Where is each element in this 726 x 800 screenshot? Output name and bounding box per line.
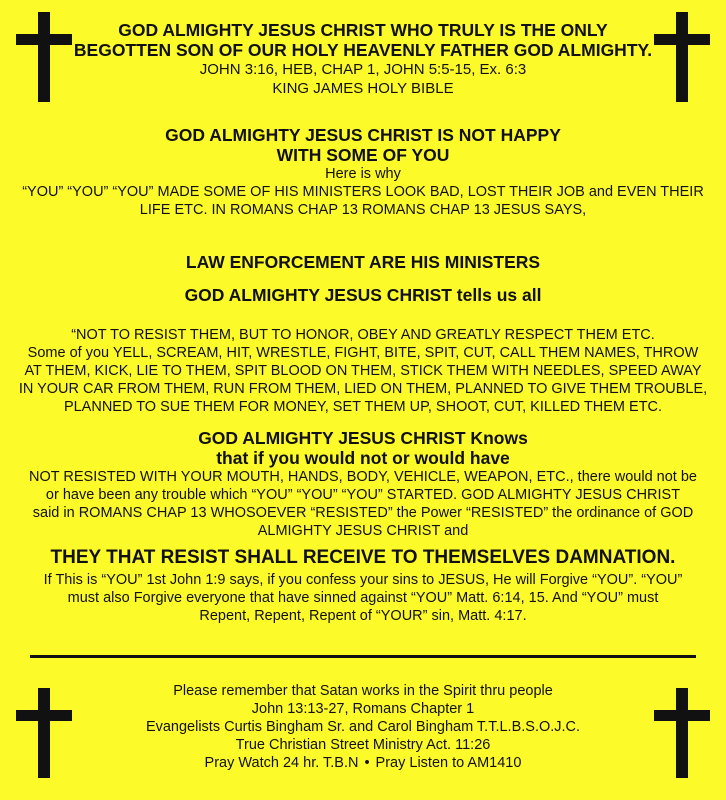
forgive-line: If This is “YOU” 1st John 1:9 says, if you confess your sins to JESUS, He will Forgive “YOU”. “YOU” <box>43 572 683 588</box>
resist-list-block <box>0 326 726 416</box>
header-bible: KING JAMES HOLY BIBLE <box>272 80 454 97</box>
header-block <box>0 20 726 98</box>
knows-heading-line2: that if you would not or would have <box>216 448 510 468</box>
footer-line2: John 13:13-27, Romans Chapter 1 <box>251 701 475 717</box>
forgive-line: Repent, Repent, Repent of “YOUR” sin, Matt. 4:17. <box>199 608 527 624</box>
footer-line1: Please remember that Satan works in the Spirit thru people <box>173 683 553 699</box>
ministers-heading: LAW ENFORCEMENT ARE HIS MINISTERS <box>185 252 541 272</box>
divider <box>30 655 696 658</box>
pray-watch: Pray Watch 24 hr. T.B.N <box>204 755 359 771</box>
resist-line: “NOT TO RESIST THEM, BUT TO HONOR, OBEY AND GREATLY RESPECT THEM ETC. <box>71 327 655 343</box>
tells-us-heading: GOD ALMIGHTY JESUS CHRIST tells us all <box>184 285 542 305</box>
header-refs: JOHN 3:16, HEB, CHAP 1, JOHN 5:5-15, Ex. 6:3 <box>199 61 527 78</box>
resist-line: IN YOUR CAR FROM THEM, RUN FROM THEM, LIED ON THEM, PLANNED TO GIVE THEM TROUBLE, <box>18 381 708 397</box>
footer-block <box>0 682 726 772</box>
knows-line: or have been any trouble which “YOU” “YOU” “YOU” STARTED. GOD ALMIGHTY JESUS CHRIST <box>45 487 681 503</box>
footer-line3: Evangelists Curtis Bingham Sr. and Carol Bingham T.T.L.B.S.O.J.C. <box>145 719 581 735</box>
tells-us-block <box>0 285 726 305</box>
header-title-line1: GOD ALMIGHTY JESUS CHRIST WHO TRULY IS THE ONLY <box>118 20 608 40</box>
knows-line: said in ROMANS CHAP 13 WHOSOEVER “RESISTED” the Power “RESISTED” the ordinance of GOD <box>32 505 694 521</box>
resist-line: PLANNED TO SUE THEM FOR MONEY, SET THEM UP, SHOOT, CUT, KILLED THEM ETC. <box>63 399 663 415</box>
resist-line: Some of you YELL, SCREAM, HIT, WRESTLE, FIGHT, BITE, SPIT, CUT, CALL THEM NAMES, THROW <box>27 345 699 361</box>
pray-listen: Pray Listen to AM1410 <box>375 755 522 771</box>
knows-heading-line1: GOD ALMIGHTY JESUS CHRIST Knows <box>198 428 528 448</box>
not-happy-body-line1: “YOU” “YOU” “YOU” MADE SOME OF HIS MINISTERS LOOK BAD, LOST THEIR JOB and EVEN THEIR <box>22 184 704 200</box>
header-title-line2: BEGOTTEN SON OF OUR HOLY HEAVENLY FATHER GOD ALMIGHTY. <box>73 40 653 60</box>
footer-pray-line <box>0 754 726 772</box>
damnation-heading: THEY THAT RESIST SHALL RECEIVE TO THEMSELVES DAMNATION. <box>50 547 676 568</box>
bullet-icon: • <box>364 755 370 771</box>
not-happy-body-line2: LIFE ETC. IN ROMANS CHAP 13 ROMANS CHAP 13 JESUS SAYS, <box>139 202 587 218</box>
knows-line: ALMIGHTY JESUS CHRIST and <box>257 523 469 539</box>
here-is-why: Here is why <box>325 166 401 182</box>
knows-line: NOT RESISTED WITH YOUR MOUTH, HANDS, BODY, VEHICLE, WEAPON, ETC., there would not be <box>29 469 697 485</box>
footer-line4: True Christian Street Ministry Act. 11:26 <box>235 737 491 753</box>
not-happy-heading-line2: WITH SOME OF YOU <box>276 145 450 165</box>
resist-line: AT THEM, KICK, LIE TO THEM, SPIT BLOOD ON THEM, STICK THEM WITH NEEDLES, SPEED AWAY <box>24 363 702 379</box>
ministers-block <box>0 252 726 272</box>
forgive-line: must also Forgive everyone that have sinned against “YOU” Matt. 6:14, 15. And “YOU” must <box>67 590 659 606</box>
knows-block <box>0 428 726 540</box>
not-happy-heading-line1: GOD ALMIGHTY JESUS CHRIST IS NOT HAPPY <box>165 125 561 145</box>
damnation-block <box>0 547 726 625</box>
not-happy-block <box>0 125 726 219</box>
